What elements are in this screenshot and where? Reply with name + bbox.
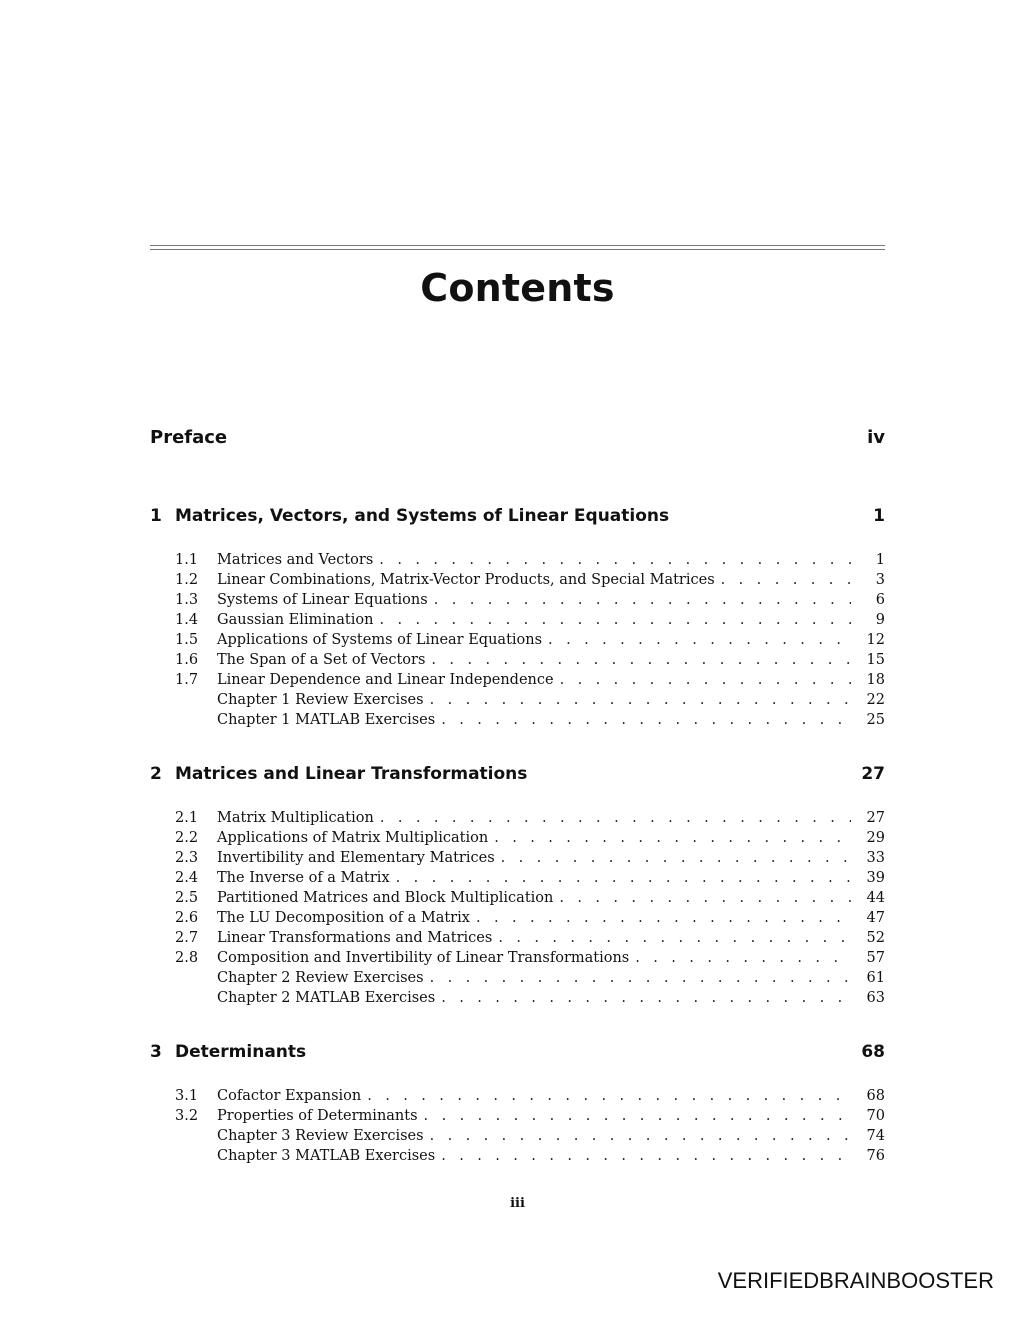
- section-title: Gaussian Elimination: [217, 612, 374, 628]
- chapter-number: 2: [150, 764, 162, 784]
- dot-leader: [498, 928, 851, 948]
- dot-leader: [476, 908, 851, 928]
- section-title: Systems of Linear Equations: [217, 592, 428, 608]
- toc-entry[interactable]: [150, 690, 885, 710]
- section-title: Chapter 3 Review Exercises: [217, 1128, 424, 1144]
- section-title: The Span of a Set of Vectors: [217, 652, 426, 668]
- section-number: 2.4: [175, 870, 199, 886]
- toc-entry[interactable]: [150, 808, 885, 828]
- section-number: 1.2: [175, 572, 199, 588]
- section-page: 47: [866, 910, 885, 926]
- dot-leader: [380, 808, 851, 828]
- section-number: 2.2: [175, 830, 199, 846]
- watermark-text: VERIFIEDBRAINBOOSTER: [717, 1268, 994, 1293]
- toc-entry[interactable]: [150, 1086, 885, 1106]
- chapter-title: Matrices and Linear Transformations: [175, 764, 528, 784]
- toc-entry[interactable]: [150, 650, 885, 670]
- preface-page: iv: [867, 427, 885, 448]
- section-number: 1.7: [175, 672, 199, 688]
- toc-entry[interactable]: [150, 610, 885, 630]
- chapter-page: 27: [861, 764, 885, 784]
- section-title: Chapter 1 Review Exercises: [217, 692, 424, 708]
- dot-leader: [441, 988, 851, 1008]
- section-page: 61: [866, 970, 885, 986]
- title-rule-top: [150, 245, 885, 246]
- chapter-heading[interactable]: [150, 1042, 885, 1062]
- toc-entry[interactable]: [150, 570, 885, 590]
- section-page: 29: [866, 830, 885, 846]
- section-page: 44: [866, 890, 885, 906]
- section-number: 1.5: [175, 632, 199, 648]
- toc-entry[interactable]: [150, 968, 885, 988]
- dot-leader: [424, 1106, 851, 1126]
- chapter-title: Matrices, Vectors, and Systems of Linear Equations: [175, 506, 670, 526]
- section-title: The LU Decomposition of a Matrix: [217, 910, 470, 926]
- section-page: 25: [866, 712, 885, 728]
- dot-leader: [430, 690, 851, 710]
- section-number: 1.3: [175, 592, 199, 608]
- dot-leader: [494, 828, 851, 848]
- section-title: Applications of Systems of Linear Equations: [217, 632, 543, 648]
- section-title: Composition and Invertibility of Linear Transformations: [217, 950, 630, 966]
- dot-leader: [431, 650, 851, 670]
- section-title: Properties of Determinants: [217, 1108, 418, 1124]
- toc-entry[interactable]: [150, 848, 885, 868]
- section-page: 27: [866, 810, 885, 826]
- section-number: 1.1: [175, 552, 199, 568]
- section-title: Chapter 1 MATLAB Exercises: [217, 712, 436, 728]
- section-page: 68: [866, 1088, 885, 1104]
- dot-leader: [721, 570, 851, 590]
- section-page: 12: [866, 632, 885, 648]
- section-title: Invertibility and Elementary Matrices: [217, 850, 495, 866]
- toc-entry[interactable]: [150, 590, 885, 610]
- toc-entry[interactable]: [150, 828, 885, 848]
- dot-leader: [379, 610, 851, 630]
- toc-entry[interactable]: [150, 888, 885, 908]
- section-number: 2.6: [175, 910, 199, 926]
- section-page: 52: [866, 930, 885, 946]
- dot-leader: [635, 948, 851, 968]
- section-number: 3.2: [175, 1108, 199, 1124]
- toc-entry[interactable]: [150, 868, 885, 888]
- section-number: 2.1: [175, 810, 199, 826]
- dot-leader: [441, 1146, 851, 1166]
- toc-entry[interactable]: [150, 948, 885, 968]
- section-page: 1: [875, 552, 885, 568]
- dot-leader: [559, 888, 851, 908]
- section-title: Chapter 2 MATLAB Exercises: [217, 990, 436, 1006]
- preface-label: Preface: [150, 427, 228, 448]
- section-title: Partitioned Matrices and Block Multiplication: [217, 890, 554, 906]
- section-page: 18: [866, 672, 885, 688]
- section-page: 57: [866, 950, 885, 966]
- toc-entry[interactable]: [150, 550, 885, 570]
- dot-leader: [560, 670, 851, 690]
- title-rule-bottom: [150, 249, 885, 250]
- toc-entry[interactable]: [150, 1106, 885, 1126]
- section-page: 39: [866, 870, 885, 886]
- toc-entry[interactable]: [150, 630, 885, 650]
- section-page: 76: [866, 1148, 885, 1164]
- toc-entry[interactable]: [150, 908, 885, 928]
- section-page: 22: [866, 692, 885, 708]
- section-page: 74: [866, 1128, 885, 1144]
- section-page: 33: [866, 850, 885, 866]
- chapter-2-entries: [150, 808, 885, 1008]
- section-number: 2.5: [175, 890, 199, 906]
- section-number: 2.8: [175, 950, 199, 966]
- preface-row[interactable]: [150, 427, 885, 448]
- page-title: Contents: [420, 266, 615, 310]
- section-title: Linear Dependence and Linear Independence: [217, 672, 554, 688]
- chapter-heading[interactable]: [150, 764, 885, 784]
- section-title: Chapter 2 Review Exercises: [217, 970, 424, 986]
- toc-entry[interactable]: [150, 1146, 885, 1166]
- section-number: 1.4: [175, 612, 199, 628]
- dot-leader: [367, 1086, 851, 1106]
- section-page: 3: [875, 572, 885, 588]
- dot-leader: [548, 630, 851, 650]
- chapter-number: 1: [150, 506, 162, 526]
- toc-entry[interactable]: [150, 928, 885, 948]
- section-page: 63: [866, 990, 885, 1006]
- dot-leader: [396, 868, 851, 888]
- section-page: 15: [866, 652, 885, 668]
- toc-entry[interactable]: [150, 988, 885, 1008]
- dot-leader: [441, 710, 851, 730]
- chapter-title: Determinants: [175, 1042, 307, 1062]
- dot-leader: [430, 968, 851, 988]
- dot-leader: [501, 848, 851, 868]
- section-title: Linear Combinations, Matrix-Vector Products, and Special Matrices: [217, 572, 715, 588]
- chapter-page: 1: [873, 506, 885, 526]
- section-page: 6: [875, 592, 885, 608]
- section-number: 2.7: [175, 930, 199, 946]
- chapter-page: 68: [861, 1042, 885, 1062]
- chapter-number: 3: [150, 1042, 162, 1062]
- section-page: 9: [875, 612, 885, 628]
- section-number: 2.3: [175, 850, 199, 866]
- section-title: Linear Transformations and Matrices: [217, 930, 493, 946]
- section-page: 70: [866, 1108, 885, 1124]
- section-number: 3.1: [175, 1088, 199, 1104]
- section-title: The Inverse of a Matrix: [217, 870, 390, 886]
- chapter-heading[interactable]: [150, 506, 885, 526]
- section-number: 1.6: [175, 652, 199, 668]
- section-title: Chapter 3 MATLAB Exercises: [217, 1148, 436, 1164]
- section-title: Matrices and Vectors: [217, 552, 374, 568]
- dot-leader: [379, 550, 851, 570]
- chapter-3-entries: [150, 1086, 885, 1166]
- section-title: Cofactor Expansion: [217, 1088, 362, 1104]
- dot-leader: [430, 1126, 851, 1146]
- dot-leader: [434, 590, 851, 610]
- chapter-1-entries: [150, 550, 885, 730]
- section-title: Matrix Multiplication: [217, 810, 374, 826]
- toc-entry[interactable]: [150, 670, 885, 690]
- page-number: iii: [510, 1196, 525, 1211]
- toc-entry[interactable]: [150, 710, 885, 730]
- toc-entry[interactable]: [150, 1126, 885, 1146]
- section-title: Applications of Matrix Multiplication: [217, 830, 489, 846]
